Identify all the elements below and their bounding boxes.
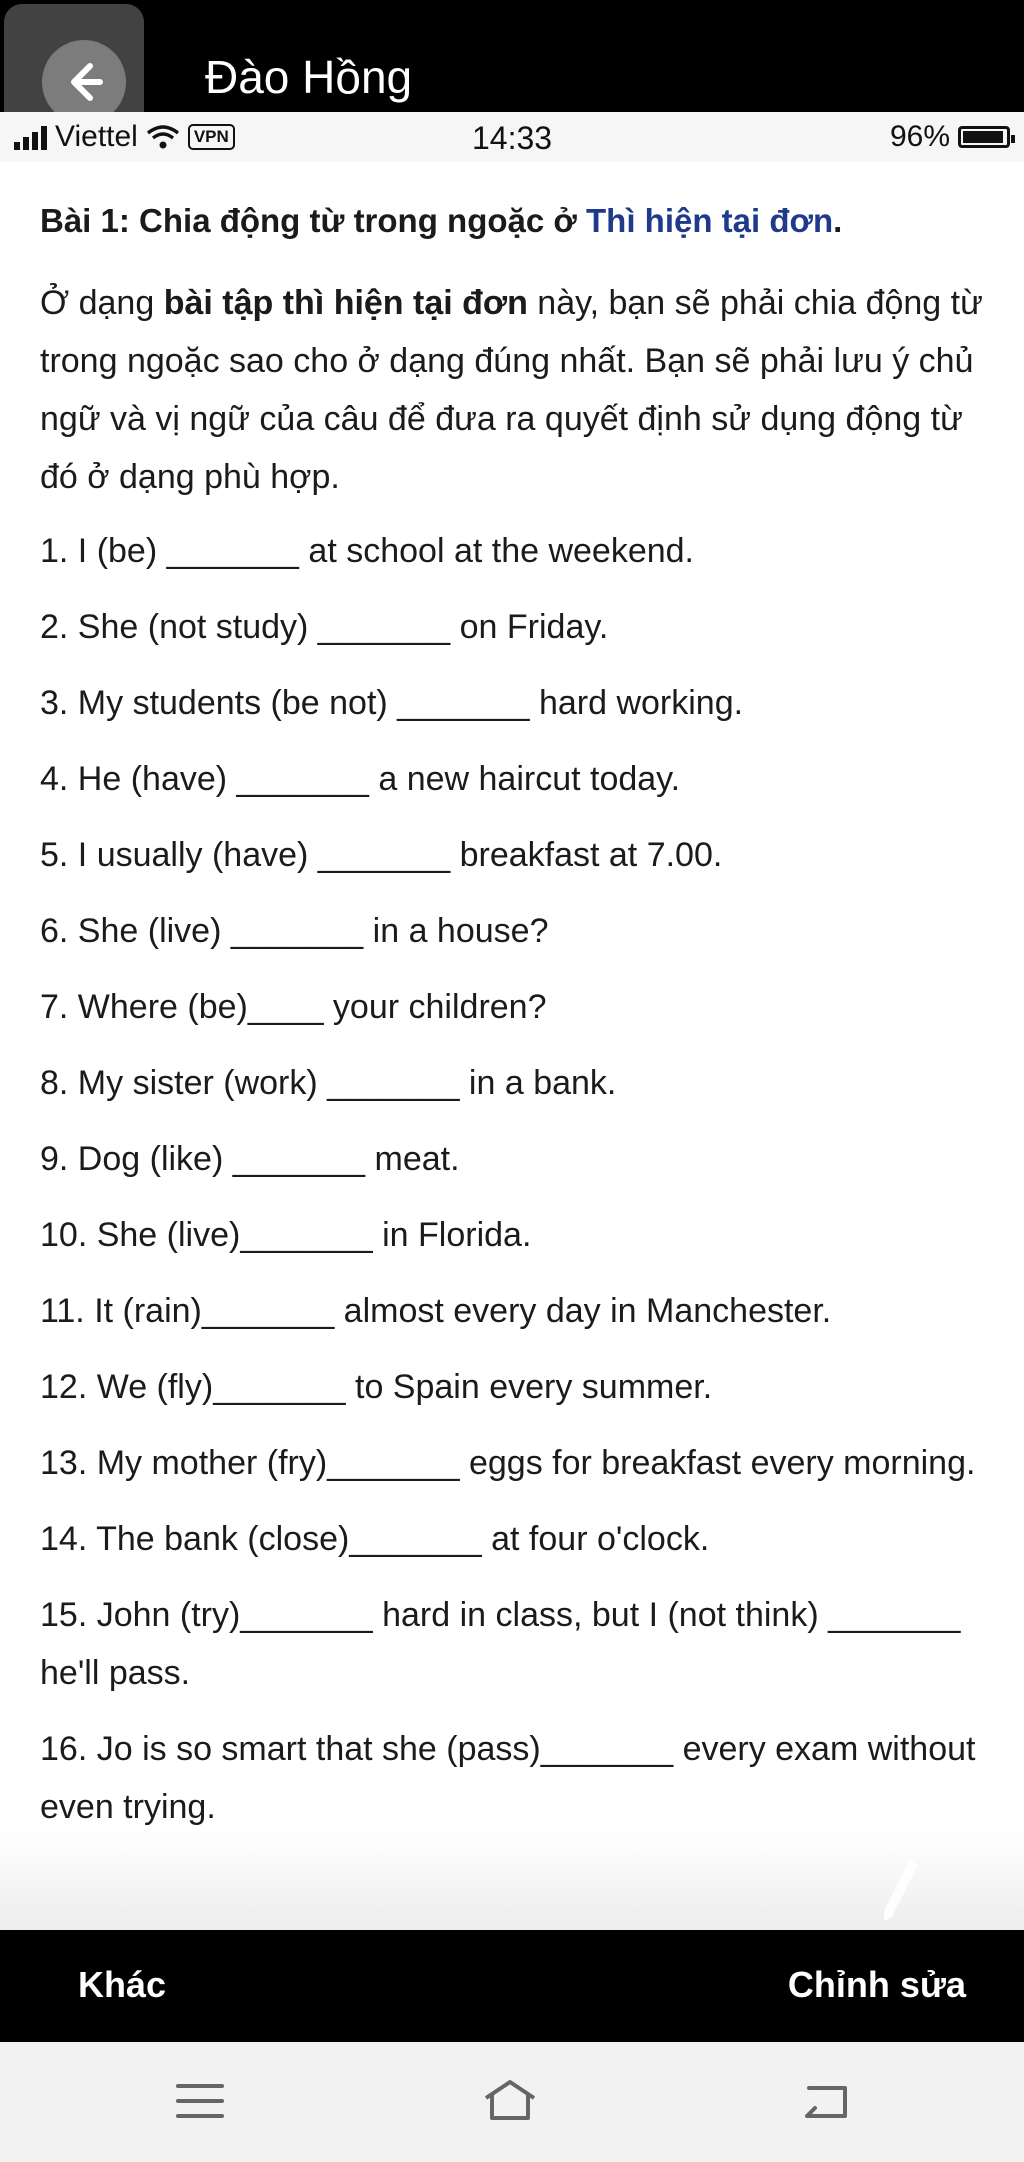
question-item: 4. He (have) _______ a new haircut today. [40, 760, 681, 798]
wifi-icon [146, 124, 180, 150]
pen-icon[interactable] [880, 1855, 920, 1925]
heading-link[interactable]: Thì hiện tại đơn [586, 202, 834, 239]
action-bar [0, 1930, 1024, 2042]
message-content [40, 198, 1000, 1854]
app-bar [0, 0, 1024, 112]
vpn-badge: VPN [188, 124, 235, 150]
question-item: 8. My sister (work) _______ in a bank. [40, 1064, 617, 1102]
question-item: 16. Jo is so smart that she (pass)_______ every exam without even trying. [40, 1730, 976, 1826]
question-item: 12. We (fly)_______ to Spain every summer. [40, 1368, 713, 1406]
question-item: 15. John (try)_______ hard in class, but I (not think) _______ he'll pass. [40, 1596, 961, 1692]
chat-title: Đào Hồng [205, 51, 413, 103]
system-nav-bar [0, 2042, 1024, 2162]
question-item: 5. I usually (have) _______ breakfast at 7.00. [40, 836, 723, 874]
battery-icon [958, 126, 1010, 148]
question-item: 3. My students (be not) _______ hard working. [40, 684, 744, 722]
status-time: 14:33 [472, 120, 553, 156]
question-item: 1. I (be) _______ at school at the weekend. [40, 532, 695, 570]
menu-icon[interactable] [170, 2076, 230, 2126]
question-item: 9. Dog (like) _______ meat. [40, 1140, 460, 1178]
carrier-name: Viettel [55, 120, 138, 153]
signal-icon [14, 124, 47, 150]
more-button[interactable]: Khác [78, 1964, 167, 2005]
question-item: 6. She (live) _______ in a house? [40, 912, 549, 950]
exercise-heading: Bài 1: Chia động từ trong ngoặc ở Thì hiện tại đơn. [40, 202, 843, 239]
content-fade [0, 1830, 1024, 1930]
question-item: 2. She (not study) _______ on Friday. [40, 608, 609, 646]
question-item: 10. She (live)_______ in Florida. [40, 1216, 532, 1254]
exercise-intro: Ở dạng bài tập thì hiện tại đơn này, bạn sẽ phải chia động từ trong ngoặc sao cho ở dạng đúng nhất. Bạn sẽ phải lưu ý chủ ngữ và vị ngữ của câu để đưa ra quyết định sử dụng động từ đó ở dạng phù hợp. [40, 284, 983, 496]
question-item: 14. The bank (close)_______ at four o'clock. [40, 1520, 710, 1558]
status-bar [0, 112, 1024, 162]
question-item: 11. It (rain)_______ almost every day in Manchester. [40, 1292, 832, 1330]
question-item: 13. My mother (fry)_______ eggs for breakfast every morning. [40, 1444, 976, 1482]
back-nav-icon[interactable] [795, 2076, 855, 2126]
home-icon[interactable] [480, 2076, 540, 2126]
edit-button[interactable]: Chỉnh sửa [787, 1964, 966, 2005]
battery-percent: 96% [889, 120, 950, 153]
question-item: 7. Where (be)____ your children? [40, 988, 547, 1026]
